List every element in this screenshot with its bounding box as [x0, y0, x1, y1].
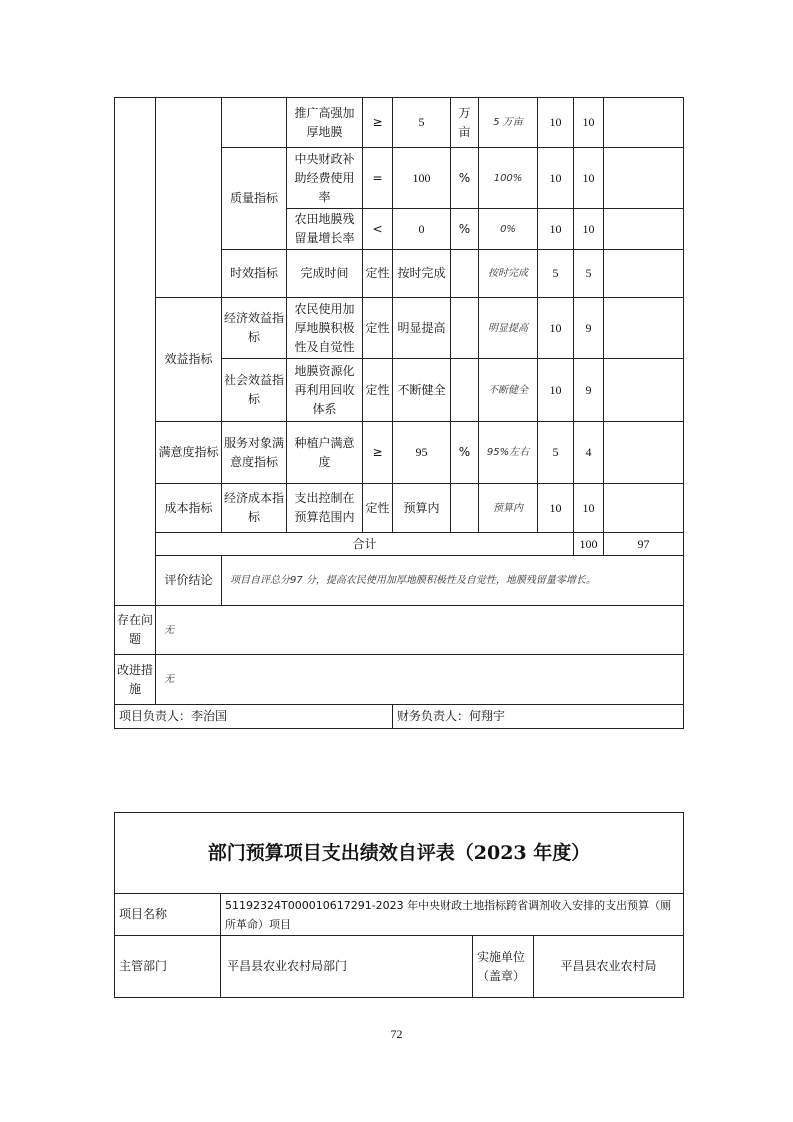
- total-label: 合计: [156, 533, 574, 556]
- remark-cell: [604, 250, 684, 298]
- indicator-name: 种植户满意度: [287, 422, 363, 484]
- level3-indicator-cell: 时效指标: [222, 250, 287, 298]
- table-row: [115, 298, 684, 359]
- operator-cell: ≥: [363, 98, 393, 148]
- page-number: 72: [390, 1027, 403, 1041]
- weight-cell: 10: [538, 298, 574, 359]
- conclusion-text: 项目自评总分97 分，提高农民使用加厚地膜积极性及自觉性，地膜残留量零增长。: [222, 556, 684, 606]
- target-value: 0: [393, 209, 451, 250]
- actual-value: 预算内: [479, 484, 538, 533]
- remark-cell: [604, 359, 684, 422]
- level1-indicator-cell: [115, 98, 156, 606]
- level2-indicator-cell: [156, 98, 222, 298]
- project-lead: 项目负责人：李治国: [115, 705, 393, 729]
- level3-indicator-cell: 社会效益指标: [222, 359, 287, 422]
- unit-cell: %: [451, 209, 479, 250]
- performance-indicator-table: [114, 97, 684, 729]
- total-weight: 100: [574, 533, 604, 556]
- indicator-name: 地膜资源化再利用回收体系: [287, 359, 363, 422]
- target-value: 5: [393, 98, 451, 148]
- weight-cell: 10: [538, 209, 574, 250]
- unit-cell: [451, 250, 479, 298]
- implementing-unit-label: 实施单位（盖章）: [473, 936, 534, 998]
- unit-cell: [451, 484, 479, 533]
- implementing-unit-value: 平昌县农业农村局: [534, 936, 684, 998]
- weight-cell: 5: [538, 250, 574, 298]
- weight-cell: 5: [538, 422, 574, 484]
- project-self-evaluation-table: [114, 812, 684, 998]
- operator-cell: 定性: [363, 484, 393, 533]
- indicator-name: 中央财政补助经费使用率: [287, 148, 363, 209]
- level3-indicator-cell: 质量指标: [222, 148, 287, 250]
- actual-value: 不断健全: [479, 359, 538, 422]
- total-score: 97: [604, 533, 684, 556]
- operator-cell: ≥: [363, 422, 393, 484]
- indicator-name: 完成时间: [287, 250, 363, 298]
- unit-cell: %: [451, 148, 479, 209]
- level2-indicator-cell: 成本指标: [156, 484, 222, 533]
- score-cell: 4: [574, 422, 604, 484]
- target-value: 95: [393, 422, 451, 484]
- remark-cell: [604, 484, 684, 533]
- target-value: 100: [393, 148, 451, 209]
- indicator-name: 农民使用加厚地膜积极性及自觉性: [287, 298, 363, 359]
- project-name-label: 项目名称: [115, 894, 221, 936]
- remark-cell: [604, 422, 684, 484]
- score-cell: 9: [574, 359, 604, 422]
- weight-cell: 10: [538, 98, 574, 148]
- department-label: 主管部门: [115, 936, 221, 998]
- remark-cell: [604, 298, 684, 359]
- table-row: [115, 98, 684, 148]
- score-cell: 9: [574, 298, 604, 359]
- indicator-name: 农田地膜残留量增长率: [287, 209, 363, 250]
- remark-cell: [604, 209, 684, 250]
- unit-cell: %: [451, 422, 479, 484]
- form-title: 部门预算项目支出绩效自评表（2023 年度）: [115, 813, 684, 894]
- score-cell: 10: [574, 148, 604, 209]
- total-row: [115, 533, 684, 556]
- target-value: 按时完成: [393, 250, 451, 298]
- issues-row: [115, 606, 684, 655]
- weight-cell: 10: [538, 484, 574, 533]
- target-value: 预算内: [393, 484, 451, 533]
- level3-indicator-cell: 经济成本指标: [222, 484, 287, 533]
- remark-cell: [604, 148, 684, 209]
- level3-indicator-cell: [222, 98, 287, 148]
- actual-value: 0%: [479, 209, 538, 250]
- issues-label: 存在问题: [115, 606, 156, 655]
- actual-value: 95%左右: [479, 422, 538, 484]
- operator-cell: <: [363, 209, 393, 250]
- improvements-label: 改进措施: [115, 655, 156, 705]
- actual-value: 5 万亩: [479, 98, 538, 148]
- conclusion-row: [115, 556, 684, 606]
- weight-cell: 10: [538, 359, 574, 422]
- score-cell: 10: [574, 484, 604, 533]
- department-value: 平昌县农业农村局部门: [221, 936, 473, 998]
- operator-cell: 定性: [363, 359, 393, 422]
- level2-indicator-cell: 效益指标: [156, 298, 222, 422]
- signature-row: [115, 705, 684, 729]
- actual-value: 100%: [479, 148, 538, 209]
- conclusion-label: 评价结论: [156, 556, 222, 606]
- actual-value: 明显提高: [479, 298, 538, 359]
- target-value: 明显提高: [393, 298, 451, 359]
- operator-cell: =: [363, 148, 393, 209]
- table-row: [115, 422, 684, 484]
- finance-lead: 财务负责人：何翔宇: [393, 705, 684, 729]
- score-cell: 10: [574, 209, 604, 250]
- target-value: 不断健全: [393, 359, 451, 422]
- issues-text: 无: [156, 606, 684, 655]
- project-name: 51192324T000010617291-2023 年中央财政土地指标跨省调剂收入安排的支出预算（厕所革命）项目: [221, 894, 684, 936]
- improvements-row: [115, 655, 684, 705]
- remark-cell: [604, 98, 684, 148]
- unit-cell: [451, 359, 479, 422]
- operator-cell: 定性: [363, 250, 393, 298]
- project-name-row: [115, 894, 684, 936]
- indicator-name: 推广高强加厚地膜: [287, 98, 363, 148]
- improvements-text: 无: [156, 655, 684, 705]
- indicator-name: 支出控制在预算范围内: [287, 484, 363, 533]
- unit-cell: [451, 298, 479, 359]
- score-cell: 5: [574, 250, 604, 298]
- score-cell: 10: [574, 98, 604, 148]
- title-row: [115, 813, 684, 894]
- operator-cell: 定性: [363, 298, 393, 359]
- actual-value: 按时完成: [479, 250, 538, 298]
- department-row: [115, 936, 684, 998]
- unit-cell: 万亩: [451, 98, 479, 148]
- level3-indicator-cell: 服务对象满意度指标: [222, 422, 287, 484]
- level3-indicator-cell: 经济效益指标: [222, 298, 287, 359]
- weight-cell: 10: [538, 148, 574, 209]
- level2-indicator-cell: 满意度指标: [156, 422, 222, 484]
- table-row: [115, 484, 684, 533]
